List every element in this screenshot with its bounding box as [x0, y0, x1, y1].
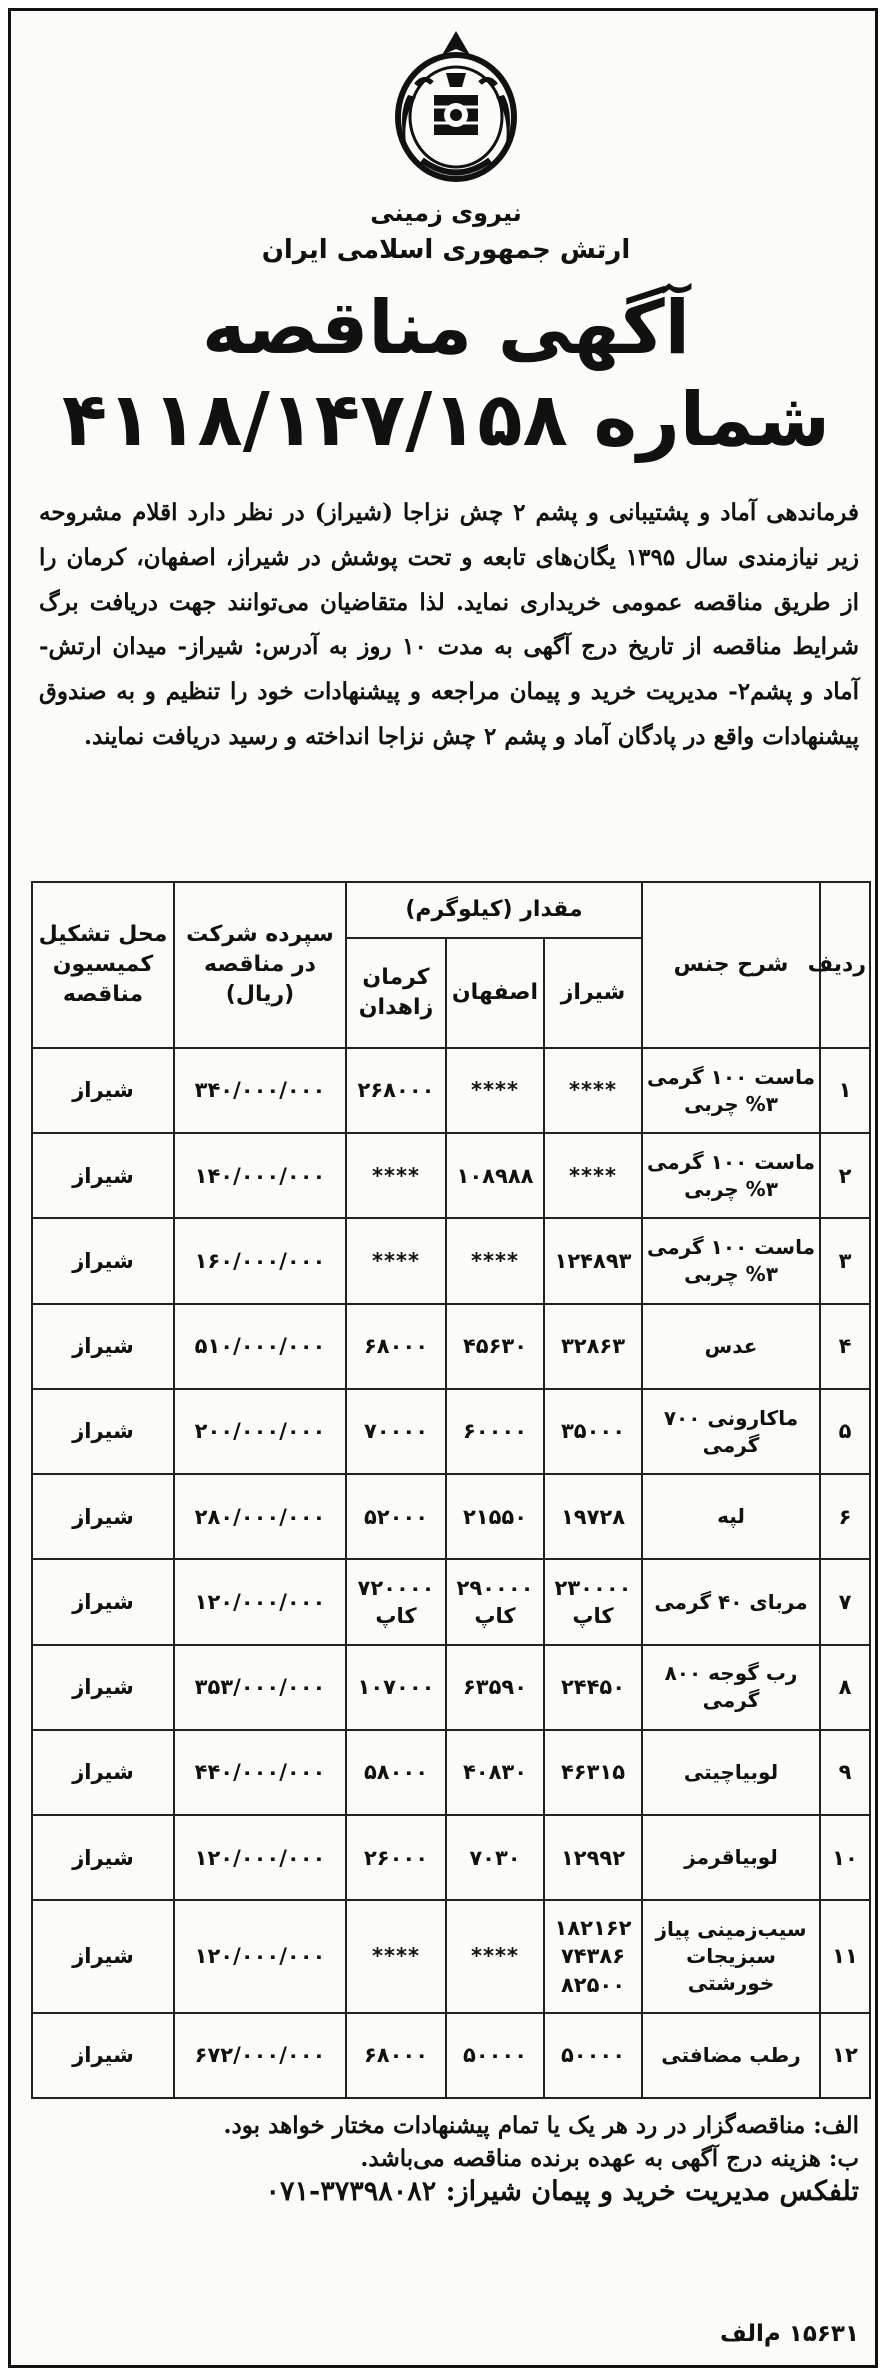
qty-isfahan: ۱۰۸۹۸۸ — [446, 1133, 544, 1218]
qty-kerman: ۵۸۰۰۰ — [346, 1730, 446, 1815]
tender-notice — [8, 8, 878, 2368]
item-description: ماست ۱۰۰ گرمی ۳% چربی — [642, 1218, 820, 1303]
row-number: ۸ — [820, 1645, 870, 1730]
row-number: ۱۱ — [820, 1900, 870, 2012]
deposit-amount: ۱۲۰/۰۰۰/۰۰۰ — [174, 1900, 346, 2012]
note-b: ب: هزینه درج آگهی به عهده برنده مناقصه می‌باشد. — [360, 2145, 859, 2172]
table-row — [32, 1133, 870, 1218]
qty-isfahan: **** — [446, 1218, 544, 1303]
deposit-amount: ۴۴۰/۰۰۰/۰۰۰ — [174, 1730, 346, 1815]
table-row — [32, 1389, 870, 1474]
notes — [39, 2109, 859, 2208]
item-description: عدس — [642, 1304, 820, 1389]
qty-shiraz: ۳۲۸۶۳ — [544, 1304, 642, 1389]
table-header-row — [32, 882, 870, 938]
header-row-number: ردیف — [820, 882, 870, 1048]
qty-kerman: **** — [346, 1900, 446, 2012]
header-deposit: سپرده شرکت در مناقصه (ریال) — [174, 882, 346, 1048]
fax-number: تلفکس مدیریت خرید و پیمان شیراز: ۳۷۳۹۸۰۸۲-۰۷۱ — [265, 2176, 859, 2207]
table-row — [32, 1730, 870, 1815]
commission-location: شیراز — [32, 1900, 174, 2012]
qty-kerman: ۶۸۰۰۰ — [346, 1304, 446, 1389]
qty-kerman: ۱۰۷۰۰۰ — [346, 1645, 446, 1730]
qty-shiraz: **** — [544, 1133, 642, 1218]
row-number: ۱۲ — [820, 2013, 870, 2098]
item-description: رب گوجه ۸۰۰ گرمی — [642, 1645, 820, 1730]
qty-kerman: ۷۰۰۰۰ — [346, 1389, 446, 1474]
qty-isfahan: ۶۳۵۹۰ — [446, 1645, 544, 1730]
row-number: ۲ — [820, 1133, 870, 1218]
item-description: لپه — [642, 1474, 820, 1559]
qty-shiraz: ۲۳۰۰۰۰ کاپ — [544, 1559, 642, 1644]
deposit-amount: ۳۵۳/۰۰۰/۰۰۰ — [174, 1645, 346, 1730]
qty-shiraz: ۱۲۴۸۹۳ — [544, 1218, 642, 1303]
table-row — [32, 1048, 870, 1133]
commission-location: شیراز — [32, 1218, 174, 1303]
qty-shiraz: ۵۰۰۰۰ — [544, 2013, 642, 2098]
header-isfahan: اصفهان — [446, 938, 544, 1048]
row-number: ۴ — [820, 1304, 870, 1389]
ad-code: ۱۵۶۳۱ م‌الف — [720, 2321, 859, 2347]
item-description: لوبیاچیتی — [642, 1730, 820, 1815]
table-row — [32, 1218, 870, 1303]
commission-location: شیراز — [32, 1133, 174, 1218]
deposit-amount: ۵۱۰/۰۰۰/۰۰۰ — [174, 1304, 346, 1389]
table-row — [32, 2013, 870, 2098]
item-description: رطب مضافتی — [642, 2013, 820, 2098]
table-row — [32, 1900, 870, 2012]
row-number: ۹ — [820, 1730, 870, 1815]
commission-location: شیراز — [32, 1815, 174, 1900]
commission-location: شیراز — [32, 1645, 174, 1730]
commission-location: شیراز — [32, 1304, 174, 1389]
deposit-amount: ۶۷۲/۰۰۰/۰۰۰ — [174, 2013, 346, 2098]
row-number: ۵ — [820, 1389, 870, 1474]
qty-shiraz: ۱۸۲۱۶۲ ۷۴۳۸۶ ۸۲۵۰۰ — [544, 1900, 642, 2012]
row-number: ۱۰ — [820, 1815, 870, 1900]
qty-isfahan: ۴۵۶۳۰ — [446, 1304, 544, 1389]
army-emblem-icon — [386, 25, 526, 195]
commission-location: شیراز — [32, 1389, 174, 1474]
deposit-amount: ۱۶۰/۰۰۰/۰۰۰ — [174, 1218, 346, 1303]
commission-location: شیراز — [32, 1730, 174, 1815]
qty-kerman: ۲۶۸۰۰۰ — [346, 1048, 446, 1133]
deposit-amount: ۱۲۰/۰۰۰/۰۰۰ — [174, 1815, 346, 1900]
item-description: سیب‌زمینی پیاز سبزیجات خورشتی — [642, 1900, 820, 2012]
qty-shiraz: ۱۹۷۲۸ — [544, 1474, 642, 1559]
qty-isfahan: ۲۱۵۵۰ — [446, 1474, 544, 1559]
qty-shiraz: ۴۶۳۱۵ — [544, 1730, 642, 1815]
header-kerman: کرمان زاهدان — [346, 938, 446, 1048]
header-quantity: مقدار (کیلوگرم) — [346, 882, 642, 938]
note-a: الف: مناقصه‌گزار در رد هر یک یا تمام پیشنهادات مختار خواهد بود. — [223, 2112, 859, 2139]
commission-location: شیراز — [32, 1559, 174, 1644]
row-number: ۶ — [820, 1474, 870, 1559]
header-item: شرح جنس — [642, 882, 820, 1048]
commission-location: شیراز — [32, 2013, 174, 2098]
qty-isfahan: ۲۹۰۰۰۰ کاپ — [446, 1559, 544, 1644]
qty-kerman: **** — [346, 1133, 446, 1218]
deposit-amount: ۲۰۰/۰۰۰/۰۰۰ — [174, 1389, 346, 1474]
deposit-amount: ۳۴۰/۰۰۰/۰۰۰ — [174, 1048, 346, 1133]
header-shiraz: شیراز — [544, 938, 642, 1048]
row-number: ۷ — [820, 1559, 870, 1644]
qty-kerman: ۶۸۰۰۰ — [346, 2013, 446, 2098]
table-row — [32, 1645, 870, 1730]
qty-isfahan: **** — [446, 1048, 544, 1133]
commission-location: شیراز — [32, 1474, 174, 1559]
qty-isfahan: ۷۰۳۰ — [446, 1815, 544, 1900]
item-description: ماکارونی ۷۰۰ گرمی — [642, 1389, 820, 1474]
item-description: لوبیاقرمز — [642, 1815, 820, 1900]
qty-shiraz: **** — [544, 1048, 642, 1133]
deposit-amount: ۱۴۰/۰۰۰/۰۰۰ — [174, 1133, 346, 1218]
organization-name-line2: ارتش جمهوری اسلامی ایران — [261, 235, 631, 265]
item-description: ماست ۱۰۰ گرمی ۳% چربی — [642, 1048, 820, 1133]
header-location: محل تشکیل کمیسیون مناقصه — [32, 882, 174, 1048]
table-row — [32, 1559, 870, 1644]
commission-location: شیراز — [32, 1048, 174, 1133]
row-number: ۳ — [820, 1218, 870, 1303]
table-row — [32, 1304, 870, 1389]
qty-kerman: ۷۲۰۰۰۰ کاپ — [346, 1559, 446, 1644]
qty-shiraz: ۳۵۰۰۰ — [544, 1389, 642, 1474]
tender-number: شماره ۴۱۱۸/۱۴۷/۱۵۸ — [62, 377, 830, 463]
notice-title: آگهی مناقصه — [202, 285, 690, 371]
items-table — [31, 881, 871, 2099]
qty-shiraz: ۱۲۹۹۲ — [544, 1815, 642, 1900]
qty-isfahan: ۵۰۰۰۰ — [446, 2013, 544, 2098]
qty-isfahan: ۶۰۰۰۰ — [446, 1389, 544, 1474]
item-description: مربای ۴۰ گرمی — [642, 1559, 820, 1644]
row-number: ۱ — [820, 1048, 870, 1133]
qty-isfahan: **** — [446, 1900, 544, 2012]
deposit-amount: ۲۸۰/۰۰۰/۰۰۰ — [174, 1474, 346, 1559]
qty-shiraz: ۲۴۴۵۰ — [544, 1645, 642, 1730]
table-row — [32, 1474, 870, 1559]
qty-kerman: ۲۶۰۰۰ — [346, 1815, 446, 1900]
notice-body: فرماندهی آماد و پشتیبانی و پشم ۲ چش نزاجا (شیراز) در نظر دارد اقلام مشروحه زیر نیازمندی سال ۱۳۹۵ یگان‌های تابعه و تحت پوشش در شیراز، اصفهان، کرمان را از طریق مناقصه عمومی خریداری نماید. لذا متقاضیان می‌توانند جهت دریافت برگ شرایط مناقصه از تاریخ درج آگهی به مدت ۱۰ روز به آدرس: شیراز- میدان ارتش- آماد و پشم۲- مدیریت خرید و پیمان مراجعه و پیشنهادات خود را تنظیم و به صندوق پیشنهادات واقع در پادگان آماد و پشم ۲ چش نزاجا انداخته و رسید دریافت نمایند. — [39, 499, 860, 750]
qty-kerman: ۵۲۰۰۰ — [346, 1474, 446, 1559]
organization-name-line1: نیروی زمینی — [370, 199, 522, 227]
qty-kerman: **** — [346, 1218, 446, 1303]
table-row — [32, 1815, 870, 1900]
qty-isfahan: ۴۰۸۳۰ — [446, 1730, 544, 1815]
item-description: ماست ۱۰۰ گرمی ۳% چربی — [642, 1133, 820, 1218]
deposit-amount: ۱۲۰/۰۰۰/۰۰۰ — [174, 1559, 346, 1644]
